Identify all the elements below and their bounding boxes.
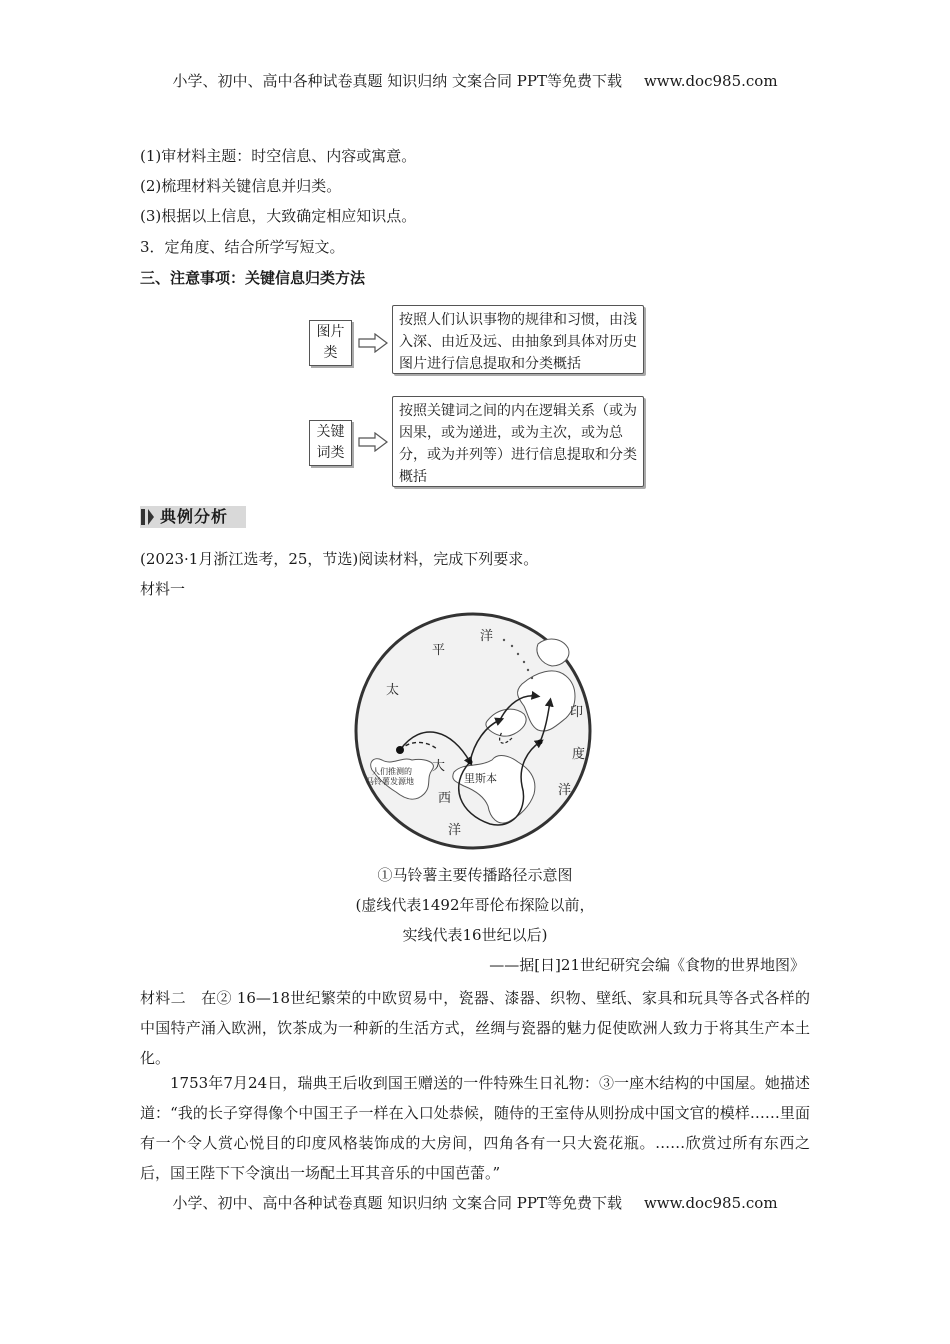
section-marker-icon [140, 506, 156, 528]
tag-keyword-line2: 词类 [316, 445, 345, 461]
footer-text: 小学、初中、高中各种试卷真题 知识归纳 文案合同 PPT等免费下载 [172, 1194, 622, 1212]
figure-caption-3: 实线代表16世纪以后) [402, 926, 548, 944]
origin-point [396, 746, 404, 754]
label-tai: 太 [386, 683, 400, 698]
step-1: (1)审材料主题：时空信息、内容或寓意。 [140, 147, 417, 165]
label-du: 度 [572, 747, 586, 762]
material2-label: 材料二 [140, 989, 186, 1007]
figure-caption-2: (虚线代表1492年哥伦布探险以前， [355, 896, 595, 914]
india-point [538, 740, 543, 745]
tag-picture-class [309, 320, 352, 366]
desc-picture-class: 按照人们认识事物的规律和习惯，由浅入深、由近及远、由抽象到具体对历史图片进行信息提取和分类概括 [392, 305, 644, 374]
label-yang3: 洋 [558, 783, 572, 798]
tag-keyword-class [309, 420, 352, 466]
material2-p1-text: 在② 16—18世纪繁荣的中欧贸易中，瓷器、漆器、织物、壁纸、家具和玩具等各式各样的中国特产涌入欧洲，饮茶成为一种新的生活方式，丝绸与瓷器的魅力促使欧洲人致力于将其生产本土化。 [140, 989, 810, 1067]
label-da: 大 [432, 759, 446, 774]
footer-site: www.doc985.com [643, 1194, 778, 1212]
tag-picture-line2: 类 [323, 345, 338, 361]
question-intro: (2023·1月浙江选考，25，节选)阅读材料，完成下列要求。 [140, 550, 539, 568]
label-yin: 印 [570, 705, 584, 720]
material2-paragraph2: 1753年7月24日，瑞典王后收到国王赠送的一件特殊生日礼物：③一座木结构的中国屋。她描述道：“我的长子穿得像个中国王子一样在入口处恭候，随侍的王室侍从则扮成中国文官的模样……里面有一个令人赏心悦目的印度风格装饰成的大房间，四角各有一只大瓷花瓶。……欣赏过所有东西之后，国王陛下下令演出一场配土耳其音乐的中国芭蕾。” [140, 1074, 810, 1182]
page-header [0, 70, 950, 91]
arrow-right-icon [358, 333, 388, 353]
arrow-right-icon [358, 432, 388, 452]
label-yang1: 洋 [480, 629, 494, 644]
step-2: (2)梳理材料关键信息并归类。 [140, 177, 342, 195]
label-yang2: 洋 [448, 823, 462, 838]
material1-label: 材料一 [140, 580, 186, 598]
origin-label-line1: 人们推测的 [372, 767, 412, 776]
tag-picture-line1: 图片 [316, 324, 345, 340]
desc-keyword-class: 按照关键词之间的内在逻辑关系（或为因果，或为递进，或为主次，或为总分，或为并列等）进行信息提取和分类概括 [392, 396, 644, 487]
label-xi: 西 [438, 791, 452, 806]
lisbon-point [468, 760, 473, 765]
figure-caption-1: ①马铃薯主要传播路径示意图 [377, 866, 573, 884]
material2-paragraph1 [140, 983, 810, 1073]
lisbon-label: 里斯本 [464, 772, 497, 785]
header-site: www.doc985.com [643, 72, 778, 90]
section3-title: 三、注意事项：关键信息归类方法 [140, 269, 366, 287]
tag-keyword-line1: 关键 [316, 424, 345, 440]
potato-spread-map [352, 610, 594, 852]
example-title: 典例分析 [160, 507, 229, 526]
page-footer [0, 1192, 950, 1213]
step-write: 3．定角度、结合所学写短文。 [140, 238, 345, 256]
step-3: (3)根据以上信息，大致确定相应知识点。 [140, 207, 417, 225]
source-citation: ——据[日]21世纪研究会编《食物的世界地图》 [489, 956, 805, 974]
header-text: 小学、初中、高中各种试卷真题 知识归纳 文案合同 PPT等免费下载 [172, 72, 622, 90]
example-section-bar [140, 506, 246, 528]
label-ping: 平 [432, 643, 446, 658]
origin-label-line2: 马铃薯发源地 [366, 777, 414, 786]
